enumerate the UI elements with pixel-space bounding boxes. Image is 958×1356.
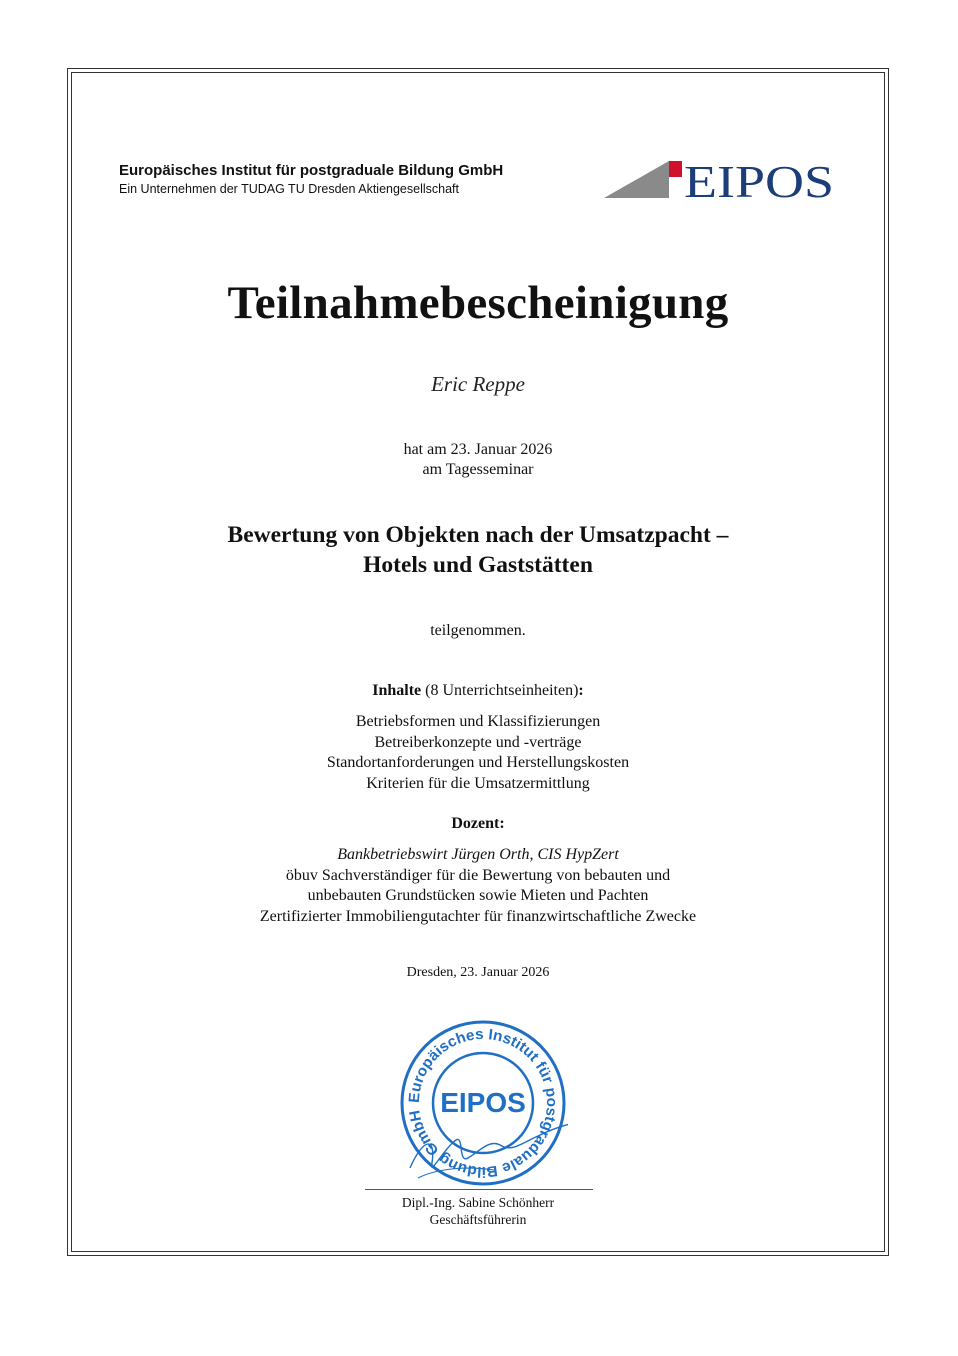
logo-red-square: [669, 161, 682, 177]
contents-item: Standortanforderungen und Herstellungskosten: [326, 754, 630, 771]
contents-item: Kriterien für die Umsatzermittlung: [366, 774, 590, 792]
date-line: hat am 23. Januar 2026: [403, 441, 553, 458]
lecturer-name: Bankbetriebswirt Jürgen Orth, CIS HypZert: [337, 846, 619, 863]
eipos-seal-stamp: [398, 1018, 568, 1188]
organization-subtitle: Ein Unternehmen der TUDAG TU Dresden Aktiengesellschaft: [119, 182, 459, 196]
contents-item: Betreiberkonzepte und -verträge: [374, 733, 582, 751]
certificate-title: Teilnahmebescheinigung: [227, 277, 729, 329]
contents-label: Inhalte: [372, 682, 422, 699]
completion-text: teilgenommen.: [430, 622, 526, 639]
course-title-line-2: Hotels und Gaststätten: [363, 552, 593, 578]
contents-heading: [71, 682, 885, 700]
signer-role: Geschäftsführerin: [429, 1212, 527, 1227]
lecturer-qualification: unbebauten Grundstücken sowie Mieten und Pachten: [307, 887, 649, 904]
seal-ring-text: Europäisches Institut für postgraduale Bildung GmbH: [405, 1025, 561, 1181]
contents-item: Betriebsformen und Klassifizierungen: [355, 713, 601, 730]
place-date: Dresden, 23. Januar 2026: [406, 965, 550, 980]
format-line: am Tagesseminar: [422, 461, 534, 478]
organization-name: Europäisches Institut für postgraduale Bildung GmbH: [119, 162, 504, 179]
lecturer-qualification: Zertifizierter Immobiliengutachter für finanzwirtschaftliche Zwecke: [259, 907, 697, 925]
logo-text: EIPOS: [684, 157, 834, 201]
organization-header: [119, 162, 503, 196]
attendance-info: [71, 440, 885, 480]
course-title-line-1: Bewertung von Objekten nach der Umsatzpacht –: [227, 522, 729, 548]
seal-center-text: EIPOS: [440, 1087, 526, 1118]
contents-colon: :: [578, 682, 584, 699]
lecturer-heading: Dozent:: [451, 815, 505, 832]
lecturer-block: [71, 845, 885, 927]
lecturer-qualification: öbuv Sachverständiger für die Bewertung von bebauten und: [285, 866, 671, 884]
contents-units: (8 Unterrichtseinheiten): [421, 682, 579, 699]
logo-gray-wedge: [604, 161, 669, 198]
course-title: [71, 520, 885, 580]
signer-block: [71, 1194, 885, 1228]
contents-list: [71, 712, 885, 794]
eipos-logo: [604, 157, 836, 201]
signature-line: [365, 1189, 593, 1190]
signer-name: Dipl.-Ing. Sabine Schönherr: [401, 1195, 555, 1210]
participant-name: Eric Reppe: [431, 372, 525, 396]
